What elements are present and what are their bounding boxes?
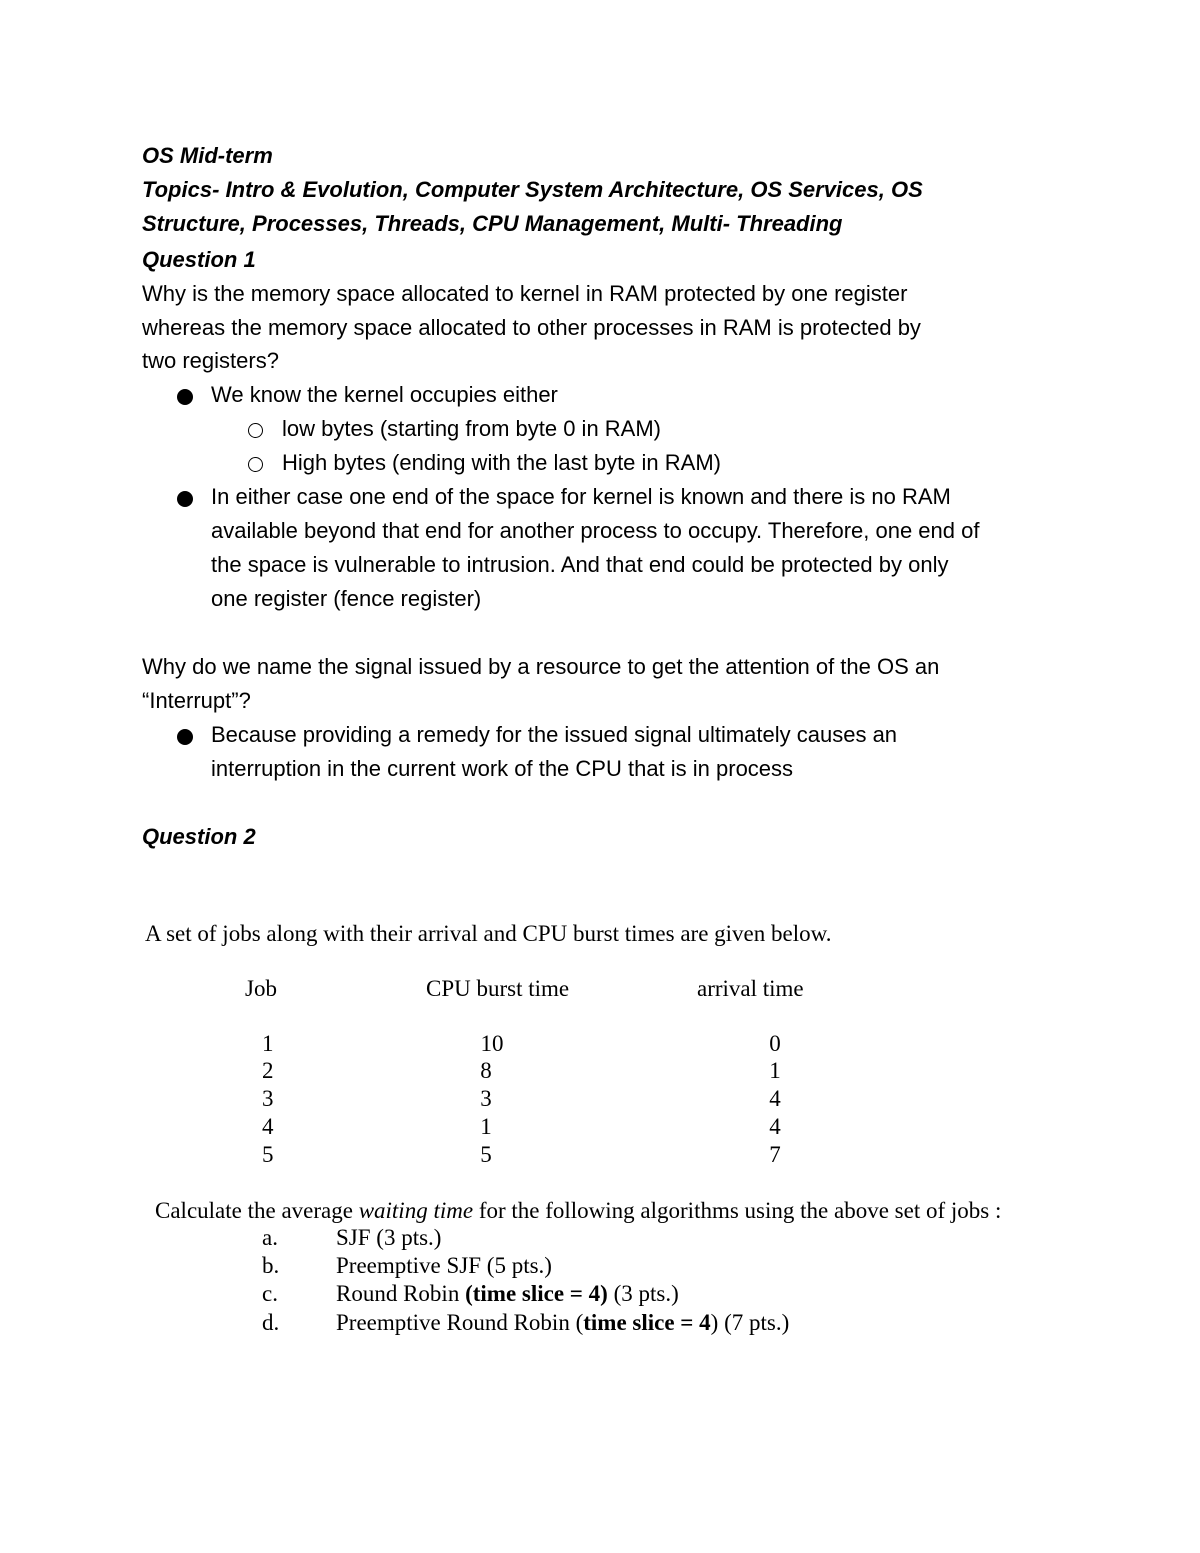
arrival-time: 1 — [769, 1058, 781, 1083]
bullet-kernel-occupies: We know the kernel occupies either — [211, 382, 558, 407]
interrupt-answer-line: interruption in the current work of the CPU that is in process — [211, 756, 794, 781]
item-text-pre: Preemptive Round Robin ( — [336, 1310, 584, 1335]
circle-bullet-icon — [248, 423, 263, 438]
job-id: 5 — [262, 1142, 274, 1167]
topics-line-2: Structure, Processes, Threads, CPU Management, Multi- Threading — [142, 211, 843, 236]
interrupt-answer-line: Because providing a remedy for the issued signal ultimately causes an — [211, 722, 898, 747]
calc-text-after: for the following algorithms using the above set of jobs : — [473, 1198, 1002, 1223]
sub-bullet-high-bytes: High bytes (ending with the last byte in RAM) — [282, 450, 721, 475]
interrupt-question-line: “Interrupt”? — [142, 688, 251, 713]
item-letter: d. — [262, 1310, 280, 1335]
item-text-pre: SJF (3 pts.) — [336, 1225, 442, 1250]
topics-line-1: Topics- Intro & Evolution, Computer System Architecture, OS Services, OS — [142, 177, 923, 202]
bullet-either-case-line: available beyond that end for another process to occupy. Therefore, one end of — [211, 518, 980, 543]
arrival-time: 0 — [769, 1031, 781, 1056]
item-text — [336, 1251, 552, 1281]
calc-text-before: Calculate the average — [155, 1198, 359, 1223]
sub-bullet-low-bytes: low bytes (starting from byte 0 in RAM) — [282, 416, 662, 441]
table-header-cpu-burst: CPU burst time — [426, 976, 570, 1001]
calculate-instruction — [155, 1196, 1001, 1226]
job-id: 4 — [262, 1114, 274, 1139]
item-text-post: (3 pts.) — [607, 1281, 679, 1306]
doc-title: OS Mid-term — [142, 143, 273, 168]
bullet-either-case-line: the space is vulnerable to intrusion. And that end could be protected by only — [211, 552, 949, 577]
circle-bullet-icon — [248, 457, 263, 472]
burst-time: 5 — [480, 1142, 492, 1167]
item-text-post: ) (7 pts.) — [710, 1310, 790, 1335]
arrival-time: 7 — [769, 1142, 781, 1167]
q1-text-line: two registers? — [142, 348, 279, 373]
job-id: 1 — [262, 1031, 274, 1056]
q1-text-line: whereas the memory space allocated to other processes in RAM is protected by — [142, 315, 921, 340]
interrupt-question-line: Why do we name the signal issued by a resource to get the attention of the OS an — [142, 654, 940, 679]
item-letter: b. — [262, 1253, 280, 1278]
question-1-heading: Question 1 — [142, 247, 256, 272]
item-text — [336, 1223, 441, 1253]
item-text-pre: Preemptive SJF (5 pts.) — [336, 1253, 552, 1278]
bullet-icon — [177, 389, 193, 405]
arrival-time: 4 — [769, 1086, 781, 1111]
burst-time: 10 — [480, 1031, 504, 1056]
arrival-time: 4 — [769, 1114, 781, 1139]
item-text — [336, 1279, 679, 1309]
calc-emphasis: waiting time — [358, 1198, 474, 1223]
item-text-pre: Round Robin — [336, 1281, 466, 1306]
table-header-arrival: arrival time — [697, 976, 804, 1001]
bullet-icon — [177, 729, 193, 745]
item-text-bold: time slice = 4 — [583, 1310, 711, 1335]
item-text-bold: (time slice = 4) — [465, 1281, 608, 1306]
burst-time: 8 — [480, 1058, 492, 1083]
bullet-either-case-line: In either case one end of the space for kernel is known and there is no RAM — [211, 484, 951, 509]
item-text — [336, 1308, 789, 1338]
job-id: 3 — [262, 1086, 274, 1111]
burst-time: 3 — [480, 1086, 492, 1111]
question-2-heading: Question 2 — [142, 824, 256, 849]
job-id: 2 — [262, 1058, 274, 1083]
burst-time: 1 — [480, 1114, 492, 1139]
bullet-either-case-line: one register (fence register) — [211, 586, 482, 611]
bullet-icon — [177, 491, 193, 507]
jobs-intro: A set of jobs along with their arrival and CPU burst times are given below. — [145, 921, 832, 946]
table-header-job: Job — [245, 976, 277, 1001]
item-letter: a. — [262, 1225, 278, 1250]
item-letter: c. — [262, 1281, 278, 1306]
q1-text-line: Why is the memory space allocated to kernel in RAM protected by one register — [142, 281, 908, 306]
